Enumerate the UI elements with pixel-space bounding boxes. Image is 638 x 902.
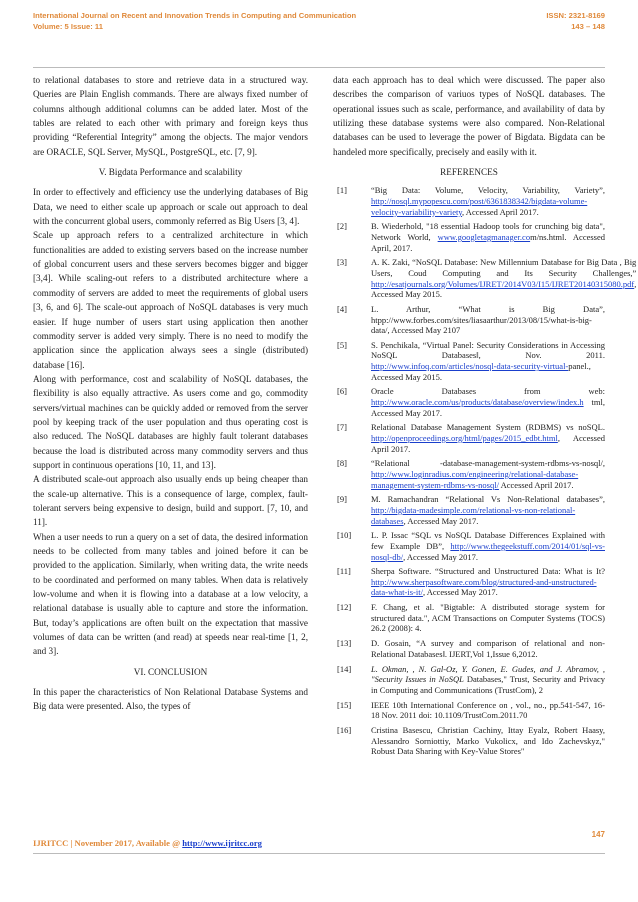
reference-link[interactable]: http://www.thegeekstuff.com/2014/01/sql-vs-nosql-db/ [371, 540, 605, 562]
reference-citation: Oracle Databases from web: [371, 386, 605, 397]
paragraph: data each approach has to deal which were discussed. The paper also describes the comparison of variuos types of NoSQL databases. The operational issues such as scale, performance, and availability of data by utilizing these database systems were also compared. Non-Relational databases can be used to leverage the power of Bigdata. Bigdata can be handeled more specifically, precisely and easily with it. [333, 75, 605, 157]
reference-item [333, 257, 637, 300]
reference-access-note: , Accessed April 2017. [371, 433, 605, 454]
reference-number: [16] [337, 724, 352, 735]
paragraph: In order to effectively and efficiency use the underlying databases of Big Data, we need to either scale up approach or scale out approach to deal with the concurrent global users, commonly referred as Big Users [3, 4]. [33, 187, 308, 227]
reference-number: [4] [337, 303, 347, 314]
journal-title: International Journal on Recent and Innovation Trends in Computing and Communication [33, 11, 357, 20]
reference-citation: L. Arthur, “What is Big Data”, htpp://www.forbes.com/sites/liasaarthur/2013/08/15/what-is-big-data/, Accessed May 2107 [371, 303, 605, 336]
reference-citation-italic: L. Okman, , N. Gal-Oz, Y. Gonen, E. Gudes, and J. Abramov, , "Security Issues in NoSQL [371, 663, 605, 685]
reference-number: [14] [337, 663, 352, 674]
journal-volume: Volume: 5 Issue: 11 [33, 22, 103, 31]
reference-item [333, 458, 605, 490]
reference-item [333, 700, 605, 721]
reference-text [371, 304, 605, 336]
reference-citation: A. K. Zaki, “NoSQL Database: New Millennium Database for Big Data , Big Users, Coud Computing and Its Security Challenges,” [371, 257, 637, 278]
reference-citation: Cristina Basescu, Christian Cachiny, Ittay Eyalz, Robert Haasy, Alessandro Sorniottiy, Marko Vukolicx, and Ido Zachevskyz," Robust Data Sharing with Key-Value Stores" [371, 724, 605, 757]
paragraph: In this paper the characteristics of Non Relational Database Systems and Big data were presented. Also, the types of [33, 687, 308, 712]
reference-item [333, 664, 605, 696]
reference-item [333, 386, 605, 418]
reference-link[interactable]: http://esatjournals.org/Volumes/IJRET/2014V03/I15/IJRET20140315080.pdf [371, 278, 635, 289]
reference-citation: S. Penchikala, “Virtual Panel: Security Considerations in Accessing NoSQL Databases‖, Nov. 2011. [371, 339, 605, 361]
paragraph: Along with performance, cost and scalability of NoSQL databases, the flexibility is also equally attractive. As users come and go, commodity servers/virtual machines can be quickly added or removed from the server pool by keeping track of the user population and thus operating cost is also reduced. The NoSQL databases are highly fault tolerant databases because the load is distributed across many commodity servers and thus support in continuous operations [10, 11, and 13]. [33, 373, 308, 470]
reference-citation: Sherpa Software. “Structured and Unstructured Data: What is It? [371, 566, 605, 577]
reference-item [333, 304, 605, 336]
left-column [33, 73, 308, 714]
reference-number: [5] [337, 339, 347, 350]
reference-link[interactable]: http://www.infoq.com/articles/nosql-data-security-virtual- [371, 361, 569, 372]
reference-access-note: , Accessed May 2017. [422, 587, 498, 598]
reference-number: [7] [337, 422, 347, 433]
section-heading: VI. CONCLUSION [133, 666, 208, 677]
footer-link[interactable]: http://www.ijritcc.org [182, 838, 262, 848]
reference-access-note: panel., Accessed May 2015. [371, 361, 591, 382]
reference-text [371, 185, 605, 217]
journal-info [33, 10, 356, 32]
reference-link[interactable]: http://www.sherpasoftware.com/blog/structured-and-unstructured-data-what-is-it/ [371, 576, 597, 598]
reference-text [371, 340, 605, 382]
reference-text [371, 602, 605, 634]
reference-access-note: Databases," Trust, Security and Privacy in Computing and Communications (TrustCom), 2 [371, 674, 606, 695]
header-divider [33, 67, 605, 68]
page-header [33, 10, 605, 60]
reference-citation: “Relational -database-management-system-rdbms-vs-nosql/, [371, 458, 605, 469]
reference-number: [9] [337, 494, 347, 505]
reference-citation: M. Ramachandran “Relational Vs Non-Relational databases”, [371, 494, 605, 505]
reference-link[interactable]: www.googletagmanager.co [437, 231, 531, 242]
reference-access-note: , Accessed May 2017. [403, 551, 478, 562]
reference-text [371, 494, 605, 526]
page-footer [33, 838, 262, 848]
reference-list [333, 185, 637, 757]
reference-text [371, 530, 605, 562]
paragraph: When a user needs to run a query on a set of data, the desired information needs to be collected from many tables and joined before it can be provided to the application. Similarly, when writing data, the write needs to be coordinated and performed on many tables. When data is relatively low-volume and when it is flowing into a database at a low velocity, a relational database is usually able to capture and store the information. But, today’s applications are often built on the expectation that massive volumes of data can be written (and read) at speeds near real-time [1, 2, and 3]. [33, 531, 308, 657]
issn: ISSN: 2321-8169 [546, 11, 605, 20]
reference-access-note: Accessed April 2017. [498, 479, 574, 490]
footer-divider [33, 853, 605, 854]
reference-text [371, 257, 636, 299]
reference-item [333, 602, 605, 634]
reference-text [371, 386, 605, 418]
reference-number: [1] [337, 185, 347, 196]
reference-link[interactable]: http://bigdata-madesimple.com/relational-vs-non-relational-databases [371, 504, 576, 526]
right-column [333, 73, 637, 761]
reference-access-note: m/ns.html. Accessed April, 2017. [371, 231, 606, 253]
reference-text [371, 638, 605, 659]
reference-number: [10] [337, 530, 352, 541]
paragraph: A distributed scale-out approach also usually ends up being cheaper than the scale-up alternative. This is a consequence of large, complex, fault-tolerant servers being expensive to design, build and support. [7, 10, and 11]. [33, 474, 308, 528]
reference-text [371, 221, 605, 253]
reference-item [333, 494, 605, 526]
reference-item [333, 422, 605, 454]
reference-access-note: , Accessed April 2017. [462, 206, 539, 217]
paragraph: Scale up approach refers to a centralized architecture in which functionalities are added to existing servers based on the increase number of global concurrent users and these servers becomes bigger and bigger [3,4]. While scaling-out refers to a distributed architecture where a commodity of servers are added to meet the requirements of global users [3, 6, and 6]. The scale-out approach of NoSQL databases is very much easier. If huge number of users start using application then another commodity server is added very simply. There is no need to modify the application since the application always sees a single (distributed) database [16]. [33, 230, 308, 370]
reference-number: [13] [337, 638, 352, 649]
reference-item [333, 221, 605, 253]
reference-citation: “Big Data: Volume, Velocity, Variability, Variety”, [371, 185, 605, 196]
section-heading: V. Bigdata Performance and scalability [98, 167, 243, 178]
paragraph: to relational databases to store and retrieve data in a structured way. Queries are Plain English commands. There are always fixed number of columns although additional columns can be added later. Most of the tables are related to each other with primary and foreign keys thus providing “Referential Integrity” among the objects. The major vendors are ORACLE, SQL Server, MySQL, PostgreSQL, etc. [7, 9]. [33, 75, 308, 157]
reference-text [371, 458, 605, 490]
reference-citation: B. Wiederhold, "18 essential Hadoop tools for crunching big data", Network World, [371, 221, 605, 242]
reference-text [371, 725, 605, 757]
reference-access-note: tml, Accessed May 2017. [371, 397, 605, 418]
reference-text [371, 566, 605, 598]
reference-citation: Relational Database Management System (RDBMS) vs noSQL. [371, 422, 605, 433]
reference-number: [12] [337, 602, 352, 613]
reference-citation: D. Gosain, “A survey and comparison of relational and non-Relational Databases‖. IJERT,Vol 1,Issue 6,2012. [371, 638, 605, 659]
reference-number: [8] [337, 458, 347, 469]
references-heading: REFERENCES [440, 167, 498, 178]
reference-item [333, 185, 605, 217]
reference-access-note: , Accessed May 2017. [403, 515, 479, 526]
reference-link[interactable]: http://nosql.mypopescu.com/post/6361838342/bigdata-volume-velocity-variability-variety [371, 196, 588, 217]
reference-access-note: , Accessed May 2015. [371, 278, 637, 300]
reference-item [333, 725, 605, 757]
reference-item [333, 340, 605, 382]
page-number: 147 [591, 830, 605, 839]
issn-info [546, 10, 605, 32]
reference-number: [6] [337, 386, 347, 397]
reference-link[interactable]: http://www.oracle.com/us/products/database/overview/index.h [371, 397, 584, 408]
reference-number: [15] [337, 699, 352, 710]
reference-number: [3] [337, 257, 347, 268]
reference-item [333, 530, 605, 562]
reference-text [371, 422, 605, 454]
reference-citation: F. Chang, et al. "Bigtable: A distributed storage system for structured data.", ACM Transactions on Computer Systems (TOCS) 26.2 (2008): 4. [371, 602, 605, 634]
reference-link[interactable]: http://www.loginradius.com/engineering/relational-database-management-system-rdbms-vs-nosql/ [371, 468, 579, 490]
reference-citation: IEEE 10th International Conference on , vol., no., pp.541-547, 16-18 Nov. 2011 doi: 10.1109/TrustCom.2011.70 [371, 699, 605, 721]
page-range: 143 – 148 [571, 22, 605, 31]
reference-item [333, 566, 605, 598]
reference-item [333, 638, 605, 659]
reference-text [371, 664, 605, 696]
footer-text: IJRITCC | November 2017, Available @ [33, 838, 183, 848]
reference-citation: L. P. Issac “SQL vs NoSQL Database Differences Explained with few Example DB”, [371, 530, 605, 551]
reference-number: [11] [337, 566, 351, 577]
reference-link[interactable]: http://openproceedings.org/html/pages/2015_edbt.html [371, 433, 558, 443]
reference-number: [2] [337, 221, 347, 232]
reference-text [371, 700, 605, 721]
